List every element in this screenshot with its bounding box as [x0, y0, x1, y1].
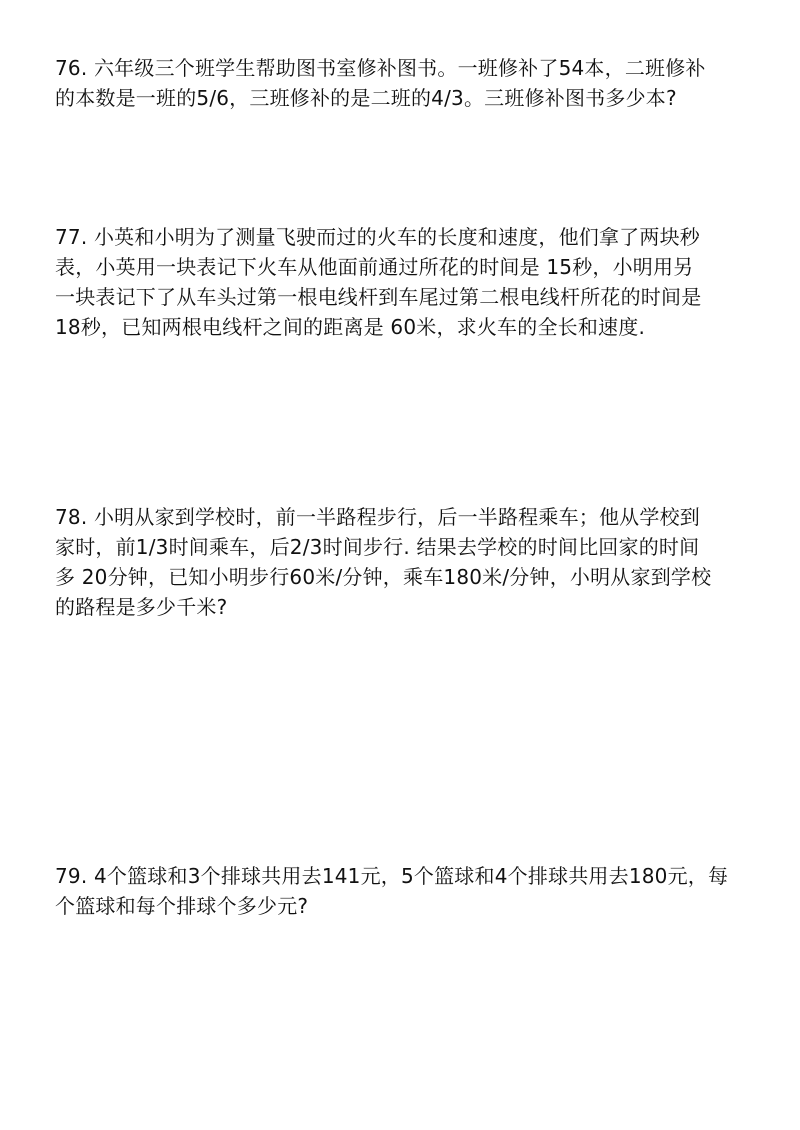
problem-79 — [55, 861, 755, 921]
problem-text-line: 78. 小明从家到学校时，前一半路程步行，后一半路程乘车；他从学校到 — [55, 505, 700, 529]
problem-text-line: 18秒，已知两根电线杆之间的距离是 60米，求火车的全长和速度. — [55, 315, 646, 339]
problem-text-line: 家时，前1/3时间乘车，后2/3时间步行. 结果去学校的时间比回家的时间 — [55, 535, 700, 559]
problem-text-line: 表，小英用一块表记下火车从他面前通过所花的时间是 15秒，小明用另 — [55, 255, 694, 279]
problem-text-line: 79. 4个篮球和3个排球共用去141元，5个篮球和4个排球共用去180元，每 — [55, 864, 729, 888]
problem-78 — [55, 502, 755, 622]
problem-text-line: 一块表记下了从车头过第一根电线杆到车尾过第二根电线杆所花的时间是 — [55, 285, 702, 309]
problem-text-line: 的本数是一班的5/6，三班修补的是二班的4/3。三班修补图书多少本? — [55, 86, 677, 110]
problem-text-line: 77. 小英和小明为了测量飞驶而过的火车的长度和速度，他们拿了两块秒 — [55, 225, 700, 249]
problem-text-line: 76. 六年级三个班学生帮助图书室修补图书。一班修补了54本，二班修补 — [55, 56, 706, 80]
problem-77 — [55, 222, 755, 342]
problem-text-line: 的路程是多少千米? — [55, 595, 228, 619]
problem-text-line: 多 20分钟，已知小明步行60米/分钟，乘车180米/分钟，小明从家到学校 — [55, 565, 712, 589]
problem-76 — [55, 53, 755, 113]
problem-text-line: 个篮球和每个排球个多少元? — [55, 894, 309, 918]
